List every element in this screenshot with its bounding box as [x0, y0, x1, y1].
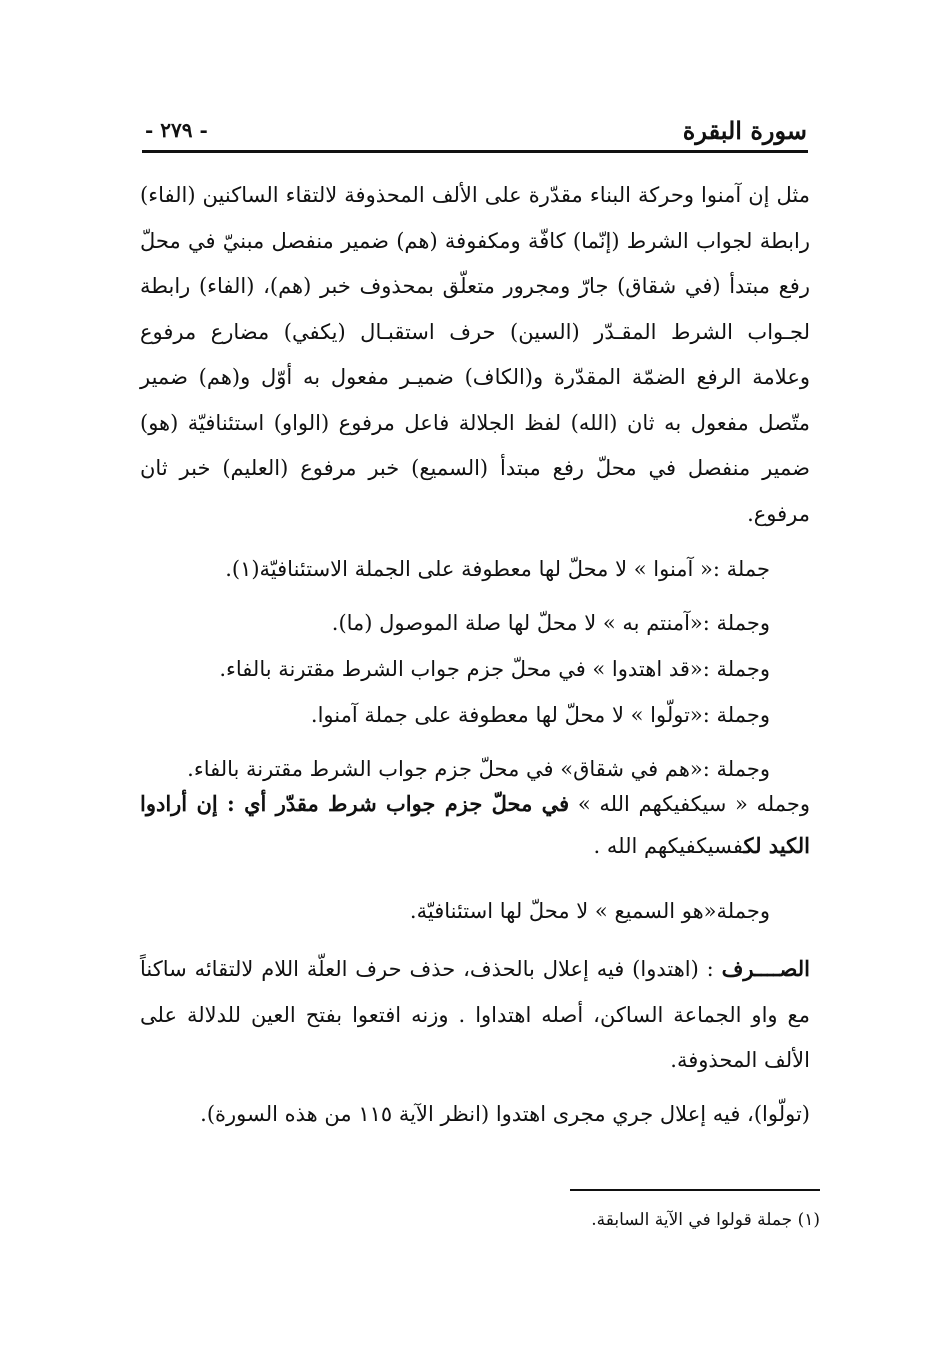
tawallaw-paragraph: (تولّوا)، فيه إعلال جري مجرى اهتدوا (انظر الآية ١١٥ من هذه السورة).: [200, 1102, 810, 1126]
sentence-line-7: وجملة«هو السميع » لا محلّ لها استئنافيّة.: [409, 899, 770, 923]
sentence-6-plain: وجمله « سيكفيكهم الله »: [569, 792, 810, 816]
sentence-line-2: وجملة :«آمنتم به » لا محلّ لها صلة الموصول (ما).: [331, 611, 770, 635]
sentence-line-4: وجملة :«تولّوا » لا محلّ لها معطوفة على جملة آمنوا.: [310, 703, 770, 727]
footnote: (١) جملة قولوا في الآية السابقة.: [591, 1210, 820, 1230]
page-header: [145, 112, 807, 148]
footnote-rule: [570, 1189, 820, 1191]
header-rule: [142, 150, 808, 153]
sentence-line-6: [140, 783, 810, 867]
paragraph-1: مثل إن آمنوا وحركة البناء مقدّرة على الألف المحذوفة لالتقاء الساكنين (الفاء) رابطة لجواب الشرط (إنّما) كافّة ومكفوفة (هم) ضمير منفصل مبنيّ في محلّ رفع مبتدأ (في شقاق) جارّ ومجرور متعلّق بمحذوف خبر (هم)، (الفاء) رابطة لجـواب الشرط المقـدّر (السين) حرف استقبـال (يكفي) مضارع مرفوع وعلامة الرفع الضمّة المقدّرة و(الكاف) ضميـر مفعول به أوّل و(هم) ضمير متّصل مفعول به ثان (الله) لفظ الجلالة فاعل مرفوع (الواو) استئنافيّة (هو) ضمير منفصل في محلّ رفع مبتدأ (السميع) خبر مرفوع (العليم) خبر ثان مرفوع.: [140, 183, 810, 526]
surah-title: سورة البقرة: [682, 115, 807, 145]
sentence-line-1: جملة :« آمنوا » لا محلّ لها معطوفة على الجملة الاستئنافيّة(١).: [225, 557, 770, 581]
sarf-label: الصــــرف: [721, 956, 810, 981]
page-number: - ٢٧٩ -: [145, 118, 208, 142]
sentence-6-bold: في محلّ جزم جواب شرط مقدّر أي : إن أرادوا الكيد لك: [140, 791, 810, 858]
sentence-line-3: وجملة :«قد اهتدوا » في محلّ جزم جواب الشرط مقترنة بالفاء.: [219, 657, 770, 681]
sentence-6-end: فسيكفيكهم الله .: [593, 834, 744, 858]
sarf-text: : (اهتدوا) فيه إعلال بالحذف، حذف حرف العلّة اللام لالتقائه ساكناً مع واو الجماعة الساكن، أصله اهتداوا . وزنه افتعوا بفتح العين للدلالة على الألف المحذوفة.: [140, 957, 810, 1072]
sarf-paragraph: [140, 946, 810, 1084]
sentence-line-5: وجملة :«هم في شقاق» في محلّ جزم جواب الشرط مقترنة بالفاء.: [187, 757, 770, 781]
